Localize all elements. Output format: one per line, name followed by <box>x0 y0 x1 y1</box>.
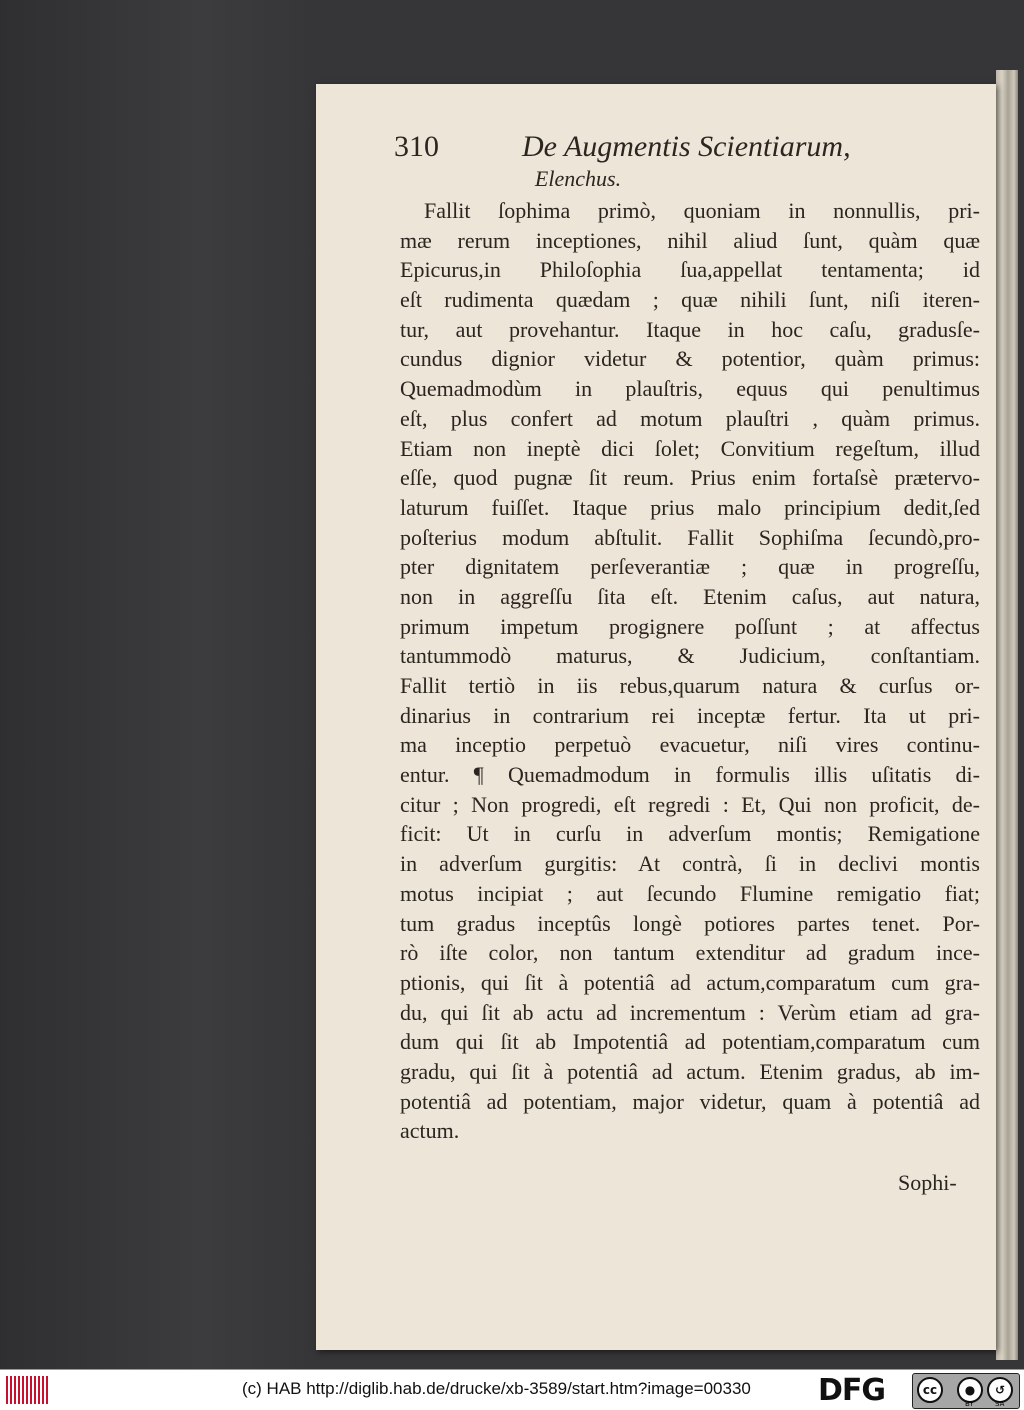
hab-barcode-logo-icon[interactable] <box>6 1376 48 1404</box>
text-line: tantummodò maturus, & Judicium, conſtantiam. <box>400 643 980 669</box>
text-line: potentiâ ad potentiam, major videtur, quam à potentiâ ad <box>400 1088 980 1114</box>
text-line: non in aggreſſu ſita eſt. Etenim caſus, aut natura, <box>400 583 980 609</box>
text-line: pter dignitatem perſeverantiæ ; quæ in progreſſu, <box>400 554 980 580</box>
text-line: eſt rudimenta quædam ; quæ nihili ſunt, niſi iteren- <box>400 287 980 313</box>
cc-icon: cc <box>917 1377 943 1403</box>
text-line: citur ; Non progredi, eſt regredi : Et, Qui non proficit, de- <box>400 791 980 817</box>
text-line: Fallit tertiò in iis rebus,quarum natura & curſus or- <box>400 673 980 698</box>
page-edge <box>996 70 1018 1360</box>
copyright-link[interactable]: (c) HAB http://diglib.hab.de/drucke/xb-3589/start.htm?image=00330 <box>242 1379 751 1398</box>
text-line: mæ rerum inceptiones, nihil aliud ſunt, quàm quæ <box>400 227 980 253</box>
sa-label: SA <box>995 1400 1005 1408</box>
text-line: ptionis, qui ſit à potentiâ ad actum,comparatum cum gra- <box>400 969 980 995</box>
text-line: in adverſum gurgitis: At contrà, ſi in declivi montis <box>400 851 980 877</box>
running-head <box>394 130 954 170</box>
text-line: ficit: Ut in curſu in adverſum montis; Remigatione <box>400 821 980 847</box>
text-line: Epicurus,in Philoſophia ſua,appellat tentamenta; id <box>400 257 980 283</box>
page-number: 310 <box>394 130 439 163</box>
cc-license-badge[interactable] <box>912 1373 1020 1409</box>
catchword: Sophi- <box>898 1170 957 1195</box>
text-line: primum impetum progignere poſſunt ; at affectus <box>400 613 980 639</box>
section-heading: Elenchus. <box>534 166 622 191</box>
text-line: dum qui ſit ab Impotentiâ ad potentiam,comparatum cum <box>400 1029 980 1055</box>
text-line: laturum fuiſſet. Itaque prius malo principium dedit,ſed <box>400 494 980 520</box>
text-line: ma inceptio perpetuò evacuetur, niſi vires continu- <box>400 732 980 758</box>
text-line: entur. ¶ Quemadmodum in formulis illis uſitatis di- <box>400 762 980 788</box>
text-line: tur, aut provehantur. Itaque in hoc caſu, gradusſe- <box>400 316 980 342</box>
sa-share-alike-icon: ↺ <box>987 1377 1013 1403</box>
dfg-logo[interactable]: DFG <box>818 1373 886 1408</box>
text-line: Quemadmodùm in plauſtris, equus qui penultimus <box>400 376 980 402</box>
text-line: Fallit ſophima primò, quoniam in nonnullis, pri- <box>424 198 980 223</box>
text-line: eſſe, quod pugnæ ſit reum. Prius enim fortaſsè prætervo- <box>400 465 980 491</box>
text-line: du, qui ſit ab actu ad incrementum : Verùm etiam ad gra- <box>400 999 980 1025</box>
text-line: gradu, qui ſit à potentiâ ad actum. Etenim gradus, ab im- <box>400 1058 980 1084</box>
by-label: BY <box>965 1400 974 1408</box>
section-heading-row <box>0 166 1024 192</box>
text-line: dinarius in contrarium rei inceptæ fertur. Ita ut pri- <box>400 702 980 728</box>
viewer-footer <box>0 1369 1024 1410</box>
text-line: actum. <box>400 1118 460 1144</box>
body-text <box>400 196 980 1146</box>
text-line: cundus dignior videtur & potentior, quàm primus: <box>400 346 980 372</box>
text-line: rò iſte color, non tantum extenditur ad gradum ince- <box>400 940 980 966</box>
text-line: poſterius modum abſtulit. Fallit Sophiſma ſecundò,pro- <box>400 524 980 550</box>
running-title: De Augmentis Scientiarum, <box>522 130 851 163</box>
by-attribution-icon: ● <box>957 1377 983 1403</box>
text-line: eſt, plus confert ad motum plauſtri , quàm primus. <box>400 405 980 431</box>
text-line: motus incipiat ; aut ſecundo Flumine remigatio fiat; <box>400 880 980 906</box>
text-line: Etiam non ineptè dici ſolet; Convitium regeſtum, illud <box>400 435 980 461</box>
text-line: tum gradus inceptûs longè potiores partes tenet. Por- <box>400 910 980 936</box>
